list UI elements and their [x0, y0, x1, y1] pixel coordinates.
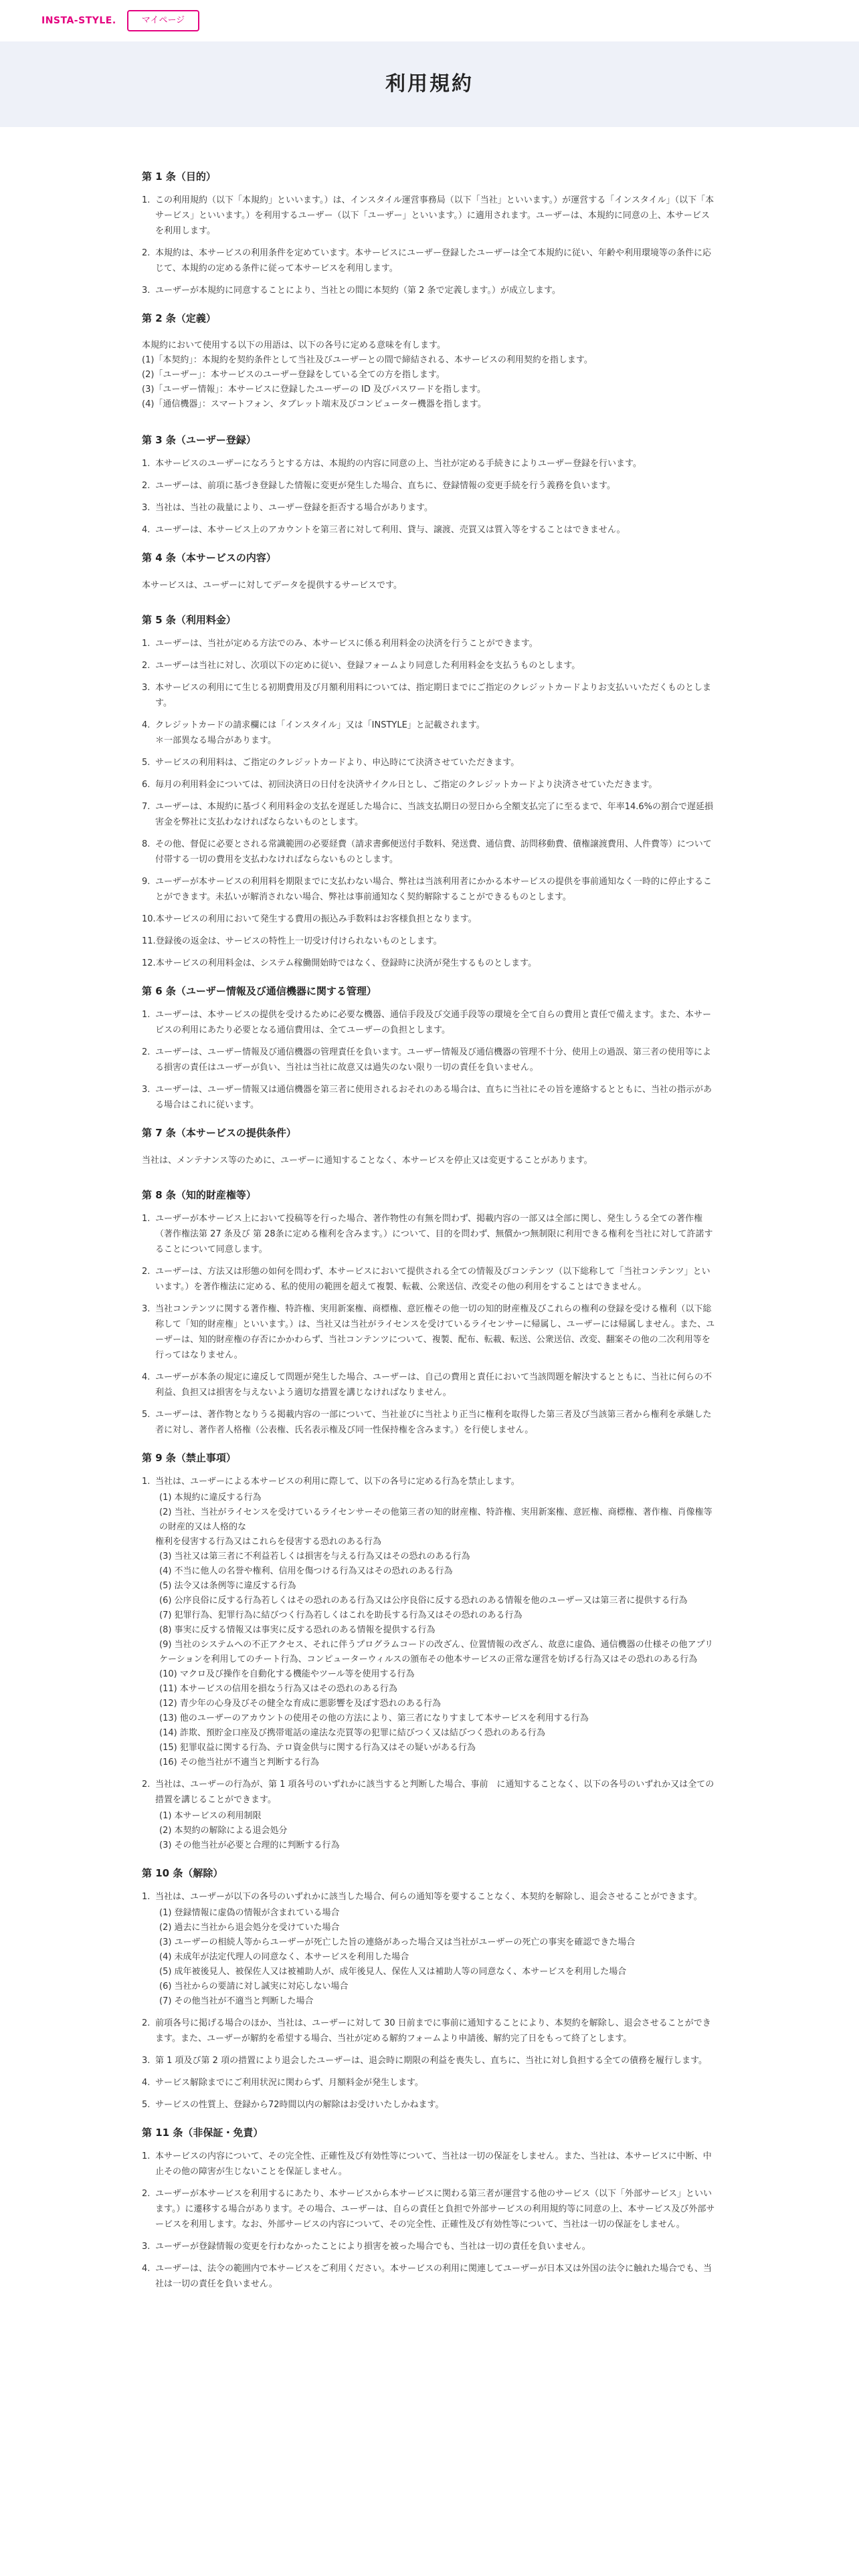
definition-item: (1)「本契約」：本規約を契約条件として当社及びユーザーとの間で締結される、本サービスの利用契約を指します。 — [142, 355, 593, 365]
sub-item: (9) 当社のシステムへの不正アクセス、それに伴うプログラムコードの改ざん、位置情報の改ざん、故意に虚偽、通信機器の仕様その他アプリケーションを利用してのチート行為、コンピューターウィルスの頒布その他本サービスの正常な運営を妨げる行為又はその恐れのある行為 — [159, 1640, 714, 1665]
sub-item: (14) 詐欺、預貯金口座及び携帯電話の違法な売買等の犯罪に結びつく又は結びつく恐れのある行為 — [159, 1728, 545, 1738]
list-item: 2. 当社は、ユーザーの行為が、第 1 項各号のいずれかに該当すると判断した場合、事前 に通知することなく、以下の各号のいずれか又は全ての措置を講じることができます。 (1) 本サービスの利用制限 (2) 本契約の解除による退会処分 (3) その他当社が必要と合理的に判断する行為 — [142, 1777, 717, 1853]
list-item: 2. 本規約は、本サービスの利用条件を定めています。本サービスにユーザー登録したユーザーは全て本規約に従い、年齢や利用環境等の条件に応じて、本規約の定める条件に従って本サービスを利用します。 — [142, 248, 711, 274]
list-item: 4. ユーザーが本条の規定に違反して問題が発生した場合、ユーザーは、自己の費用と責任において当該問題を解決するとともに、当社に何らの不利益、負担又は損害を与えないよう適切な措置を講じなければなりません。 — [142, 1372, 712, 1398]
sub-item: (4) 未成年が法定代理人の同意なく、本サービスを利用した場合 — [159, 1952, 409, 1962]
article-3 — [142, 432, 717, 538]
sub-item: 権利を侵害する行為又はこれらを侵害する恐れのある行為 — [155, 1537, 382, 1547]
sub-item: (7) 犯罪行為、犯罪行為に結びつく行為若しくはこれを助長する行為又はその恐れのある行為 — [159, 1610, 522, 1620]
article-title: 第 10 条（解除） — [142, 1867, 223, 1879]
sub-item: (8) 事実に反する情報又は事実に反する恐れのある情報を提供する行為 — [159, 1625, 436, 1635]
sub-item: (2) 本契約の解除による退会処分 — [159, 1826, 288, 1836]
list-item: 3. ユーザーが登録情報の変更を行わなかったことにより損害を被った場合でも、当社は一切の責任を負いません。 — [142, 2242, 591, 2252]
list-item: 12. 本サービスの利用料金は、システム稼働開始時ではなく、登録時に決済が発生するものとします。 — [142, 958, 537, 968]
list-item: 4. ユーザーは、本サービス上のアカウントを第三者に対して利用、貸与、譲渡、売買又は質入等をすることはできません。 — [142, 525, 626, 535]
list-item: 2. ユーザーが本サービスを利用するにあたり、本サービスから本サービスに関わる第三者が運営する他のサービス（以下「外部サービス」といいます。）に遷移する場合があります。その場合、ユーザーは、自らの責任と負担で外部サービスの利用規約等に同意の上、本サービス及び外部サービスを利用します。なお、外部サービスの内容について、その完全性、正確性及び有効性等について、当社は一切の保証をしません。 — [142, 2189, 715, 2230]
top-bar — [0, 0, 859, 41]
list-item: 1. 本サービスのユーザーになろうとする方は、本規約の内容に同意の上、当社が定める手続きによりユーザー登録を行います。 — [142, 459, 642, 469]
list-item: 11. 登録後の返金は、サービスの特性上一切受け付けられないものとします。 — [142, 936, 442, 946]
list-item: 4. サービス解除までにご利用状況に関わらず、月額料金が発生します。 — [142, 2078, 423, 2088]
sub-item: (4) 不当に他人の名誉や権利、信用を傷つける行為又はその恐れのある行為 — [159, 1566, 453, 1576]
article-title: 第 6 条（ユーザー情報及び通信機器に関する管理） — [142, 985, 377, 997]
sub-item: (2) 過去に当社から退会処分を受けていた場合 — [159, 1923, 340, 1933]
article-title: 第 8 条（知的財産権等） — [142, 1189, 256, 1201]
definition-item: (2)「ユーザー」：本サービスのユーザー登録をしている全ての方を指します。 — [142, 370, 445, 380]
list-item: 6. 毎月の利用料金については、初回決済日の日付を決済サイクル日とし、ご指定のクレジットカードより決済させていただきます。 — [142, 780, 658, 790]
sub-item: (3) 当社又は第三者に不利益若しくは損害を与える行為又はその恐れのある行為 — [159, 1551, 470, 1562]
article-title: 第 7 条（本サービスの提供条件） — [142, 1127, 296, 1139]
list-item: 7. ユーザーは、本規約に基づく利用料金の支払を遅延した場合に、当該支払期日の翌日から全額支払完了に至るまで、年率14.6%の割合で遅延損害金を弊社に支払わなければならないものとします。 — [142, 802, 714, 827]
article-title: 第 5 条（利用料金） — [142, 614, 236, 626]
list-item: 2. ユーザーは、方法又は形態の如何を問わず、本サービスにおいて提供される全ての情報及びコンテンツ（以下総称して「当社コンテンツ」といいます。）を著作権法に定める、私的使用の範囲を超えて複製、転載、公衆送信、改変その他の利用をすることはできません。 — [142, 1267, 710, 1292]
sub-item: (1) 本サービスの利用制限 — [159, 1811, 262, 1821]
terms-content — [142, 127, 717, 2292]
list-item: 8. その他、督促に必要とされる常識範囲の必要経費（請求書郵便送付手数料、発送費、通信費、訪問移動費、債権譲渡費用、人件費等）について付帯する一切の費用を支払わなければならないものとします。 — [142, 839, 712, 865]
list-item: 3. 本サービスの利用にて生じる初期費用及び月額利用料については、指定期日までにご指定のクレジットカードよりお支払いいただくものとします。 — [142, 683, 712, 708]
article-4 — [142, 550, 717, 593]
list-item: 1. この利用規約（以下「本規約」といいます。）は、インスタイル運営事務局（以下「当社」といいます。）が運営する「インスタイル」（以下「本サービス」といいます。）を利用するユーザー（以下「ユーザー」といいます。）に適用されます。ユーザーは、本規約に同意の上、本サービスを利用します。 — [142, 195, 714, 236]
article-5 — [142, 612, 717, 971]
list-item: 2. ユーザーは、前項に基づき登録した情報に変更が発生した場合、直ちに、登録情報の変更手続を行う義務を負います。 — [142, 481, 615, 491]
article-title: 第 2 条（定義） — [142, 312, 216, 324]
list-item: 5. サービスの利用料は、ご指定のクレジットカードより、申込時にて決済させていただきます。 — [142, 758, 520, 768]
list-item: 2. ユーザーは、ユーザー情報及び通信機器の管理責任を負います。ユーザー情報及び通信機器の管理不十分、使用上の過誤、第三者の使用等による損害の責任はユーザーが負い、当社は当社に故意又は過失のない限り一切の責任を負いません。 — [142, 1047, 711, 1073]
list-item: 5. ユーザーは、著作物となりうる掲載内容の一部について、当社並びに当社より正当に権利を取得した第三者及び当該第三者から権利を承継した者に対し、著作者人格権（公表権、氏名表示権及び同一性保持権を含みます。）を行使しません。 — [142, 1410, 712, 1435]
list-item: 4. ユーザーは、法令の範囲内で本サービスをご利用ください。本サービスの利用に関連してユーザーが日本又は外国の法令に触れた場合でも、当社は一切の責任を負いません。 — [142, 2264, 712, 2289]
article-1 — [142, 169, 717, 298]
article-9 — [142, 1450, 717, 1853]
article-6 — [142, 983, 717, 1113]
article-title: 第 1 条（目的） — [142, 171, 216, 183]
sub-item: (12) 青少年の心身及びその健全な育成に悪影響を及ぼす恐れのある行為 — [159, 1699, 441, 1709]
sub-item: (1) 登録情報に虚偽の情報が含まれている場合 — [159, 1908, 340, 1918]
list-item: 3. 当社は、当社の裁量により、ユーザー登録を拒否する場合があります。 — [142, 503, 433, 513]
list-item: 1. ユーザーは、本サービスの提供を受けるために必要な機器、通信手段及び交通手段等の環境を全て自らの費用と責任で備えます。また、本サービスの利用にあたり必要となる通信費用は、全てユーザーの負担とします。 — [142, 1010, 711, 1035]
definition-item: (4)「通信機器」：スマートフォン、タブレット端末及びコンピューター機器を指します。 — [142, 399, 486, 409]
list-item: 2. ユーザーは当社に対し、次項以下の定めに従い、登録フォームより同意した利用料金を支払うものとします。 — [142, 661, 581, 671]
list-item: 4. クレジットカードの請求欄には「インスタイル」又は「INSTYLE」と記載されます。 ＊一部異なる場合があります。 — [142, 720, 485, 746]
sub-item: (7) その他当社が不適当と判断した場合 — [159, 1996, 314, 2006]
list-item: 1. ユーザーは、当社が定める方法でのみ、本サービスに係る利用料金の決済を行うことができます。 — [142, 639, 538, 649]
sub-item: (11) 本サービスの信用を損なう行為又はその恐れのある行為 — [159, 1684, 397, 1694]
list-item: 3. 第 1 項及び第 2 項の措置により退会したユーザーは、退会時に期限の利益を喪失し、直ちに、当社に対し負担する全ての債務を履行します。 — [142, 2056, 708, 2066]
mypage-button[interactable]: マイページ — [127, 10, 199, 31]
sub-item: (5) 成年被後見人、被保佐人又は被補助人が、成年後見人、保佐人又は補助人等の同意なく、本サービスを利用した場合 — [159, 1967, 627, 1977]
list-item: 2. 前項各号に掲げる場合のほか、当社は、ユーザーに対して 30 日前までに事前に通知することにより、本契約を解除し、退会させることができます。また、ユーザーが解約を希望する場合、当社が定める解約フォームより申請後、解約完了日をもって終了とします。 — [142, 2018, 711, 2044]
list-item: 3. ユーザーは、ユーザー情報又は通信機器を第三者に使用されるおそれのある場合は、直ちに当社にその旨を連絡するとともに、当社の指示がある場合はこれに従います。 — [142, 1085, 712, 1110]
sub-item: (10) マクロ及び操作を自動化する機能やツール等を使用する行為 — [159, 1669, 415, 1679]
article-title: 第 4 条（本サービスの内容） — [142, 552, 276, 564]
sub-item: (3) その他当社が必要と合理的に判断する行為 — [159, 1840, 340, 1850]
list-item: 1. 当社は、ユーザーによる本サービスの利用に際して、以下の各号に定める行為を禁止します。 (1) 本規約に違反する行為 (2) 当社、当社がライセンスを受けているライセンサーその他第三者の知的財産権、特許権、実用新案権、意匠権、商標権、著作権、肖像権等の財産的又は人格的な 権利を侵害する行為又はこれらを侵害する恐れのある行為 (3) 当社又は第三者に不利益若しくは損害を与える行為又はその恐れのある行為 (4) 不当に他人の名誉や権利、信用を傷つける行為又はその恐れのある行為 (5) 法令又は条例等に違反する行為 (6) 公序良俗に反する行為若しくはその恐れのある行為又は公序良俗に反する恐れのある情報を他のユーザー又は第三者に提供する行為 (7) 犯罪行為、犯罪行為に結びつく行為若しくはこれを助長する行為又はその恐れのある行為 (8) 事実に反する情報又は事実に反する恐れのある情報を提供する行為 (9) 当社のシステムへの不正アクセス、それに伴うプログラムコードの改ざん、位置情報の改ざん、故意に虚偽、通信機器の仕様その他アプリケーションを利用してのチート行為、コンピューターウィルスの頒布その他本サービスの正常な運営を妨げる行為又はその恐れのある行為 (10) マクロ及び操作を自動化する機能やツール等を使用する行為 (11) 本サービスの信用を損なう行為又はその恐れのある行為 (12) 青少年の心身及びその健全な育成に悪影響を及ぼす恐れのある行為 (13) 他のユーザーのアカウントの使用その他の方法により、第三者になりすまして本サービスを利用する行為 (14) 詐欺、預貯金口座及び携帯電話の違法な売買等の犯罪に結びつく又は結びつく恐れのある行為 (15) 犯罪収益に関する行為、テロ資金供与に関する行為又はその疑いがある行為 (16) その他当社が不適当と判断する行為 — [142, 1474, 717, 1770]
list-item: 3. ユーザーが本規約に同意することにより、当社との間に本契約（第 2 条で定義します。）が成立します。 — [142, 286, 561, 296]
list-item: 10. 本サービスの利用において発生する費用の振込み手数料はお客様負担となります。 — [142, 914, 477, 924]
page-title: 利用規約 — [385, 72, 474, 96]
list-item: 1. ユーザーが本サービス上において投稿等を行った場合、著作物性の有無を問わず、掲載内容の一部又は全部に関し、発生しうる全ての著作権（著作権法第 27 条及び 第 28条に定める権利を含みます。）について、目的を問わず、無償かつ無制限に利用できる権利を当社に対して許諾することについて同意します。 — [142, 1214, 713, 1255]
definition-item: (3)「ユーザー情報」：本サービスに登録したユーザーの ID 及びパスワードを指します。 — [142, 385, 486, 395]
list-item: 5. サービスの性質上、登録から72時間以内の解除はお受けいたしかねます。 — [142, 2100, 444, 2110]
article-intro: 本サービスは、ユーザーに対してデータを提供するサービスです。 — [142, 580, 402, 591]
sub-item: (16) その他当社が不適当と判断する行為 — [159, 1757, 319, 1767]
sub-item: (5) 法令又は条例等に違反する行為 — [159, 1581, 296, 1591]
sub-item: (6) 公序良俗に反する行為若しくはその恐れのある行為又は公序良俗に反する恐れのある情報を他のユーザー又は第三者に提供する行為 — [159, 1596, 688, 1606]
article-10 — [142, 1865, 717, 2113]
sub-item: (6) 当社からの要請に対し誠実に対応しない場合 — [159, 1981, 349, 1992]
article-title: 第 3 条（ユーザー登録） — [142, 434, 256, 446]
sub-item: (15) 犯罪収益に関する行為、テロ資金供与に関する行為又はその疑いがある行為 — [159, 1743, 476, 1753]
sub-item: (3) ユーザーの相続人等からユーザーが死亡した旨の連絡があった場合又は当社がユーザーの死亡の事実を確認できた場合 — [159, 1937, 636, 1947]
article-intro: 当社は、メンテナンス等のために、ユーザーに通知することなく、本サービスを停止又は変更することがあります。 — [142, 1156, 593, 1166]
title-banner — [0, 41, 859, 127]
list-item: 1. 当社は、ユーザーが以下の各号のいずれかに該当した場合、何らの通知等を要することなく、本契約を解除し、退会させることができます。 (1) 登録情報に虚偽の情報が含まれている場合 (2) 過去に当社から退会処分を受けていた場合 (3) ユーザーの相続人等からユーザーが死亡した旨の連絡があった場合又は当社がユーザーの死亡の事実を確認できた場合 (4) 未成年が法定代理人の同意なく、本サービスを利用した場合 (5) 成年被後見人、被保佐人又は被補助人が、成年後見人、保佐人又は補助人等の同意なく、本サービスを利用した場合 (6) 当社からの要請に対し誠実に対応しない場合 (7) その他当社が不適当と判断した場合 — [142, 1889, 717, 2009]
list-item: 1. 本サービスの内容について、その完全性、正確性及び有効性等について、当社は一切の保証をしません。また、当社は、本サービスに中断、中止その他の障害が生じないことを保証しません。 — [142, 2151, 712, 2177]
sub-item: (1) 本規約に違反する行為 — [159, 1493, 262, 1503]
sub-item: (13) 他のユーザーのアカウントの使用その他の方法により、第三者になりすまして本サービスを利用する行為 — [159, 1713, 589, 1723]
article-11 — [142, 2125, 717, 2292]
article-title: 第 11 条（非保証・免責） — [142, 2127, 264, 2139]
article-2 — [142, 310, 717, 412]
article-intro: 本規約において使用する以下の用語は、以下の各号に定める意味を有します。 — [142, 340, 446, 350]
article-title: 第 9 条（禁止事項） — [142, 1452, 236, 1464]
site-logo[interactable]: INSTA-STYLE. — [41, 15, 116, 26]
list-item: 3. 当社コンテンツに関する著作権、特許権、実用新案権、商標権、意匠権その他一切の知的財産権及びこれらの権利の登録を受ける権利（以下総称して「知的財産権」といいます。）は、当社又は当社がライセンスを受けているライセンサーに帰属し、ユーザーには帰属しません。また、ユーザーは、知的財産権の存否にかかわらず、当社コンテンツについて、複製、配布、転載、転送、公衆送信、改変、翻案その他の二次利用等を行ってはなりません。 — [142, 1304, 715, 1360]
sub-item: (2) 当社、当社がライセンスを受けているライセンサーその他第三者の知的財産権、特許権、実用新案権、意匠権、商標権、著作権、肖像権等の財産的又は人格的な — [159, 1507, 712, 1532]
article-7 — [142, 1125, 717, 1168]
article-8 — [142, 1187, 717, 1438]
list-item: 9. ユーザーが本サービスの利用料を期限までに支払わない場合、弊社は当該利用者にかかる本サービスの提供を事前通知なく一時的に停止することができます。未払いが解消されない場合、弊社は事前通知なく契約解除することができるものとします。 — [142, 877, 712, 902]
